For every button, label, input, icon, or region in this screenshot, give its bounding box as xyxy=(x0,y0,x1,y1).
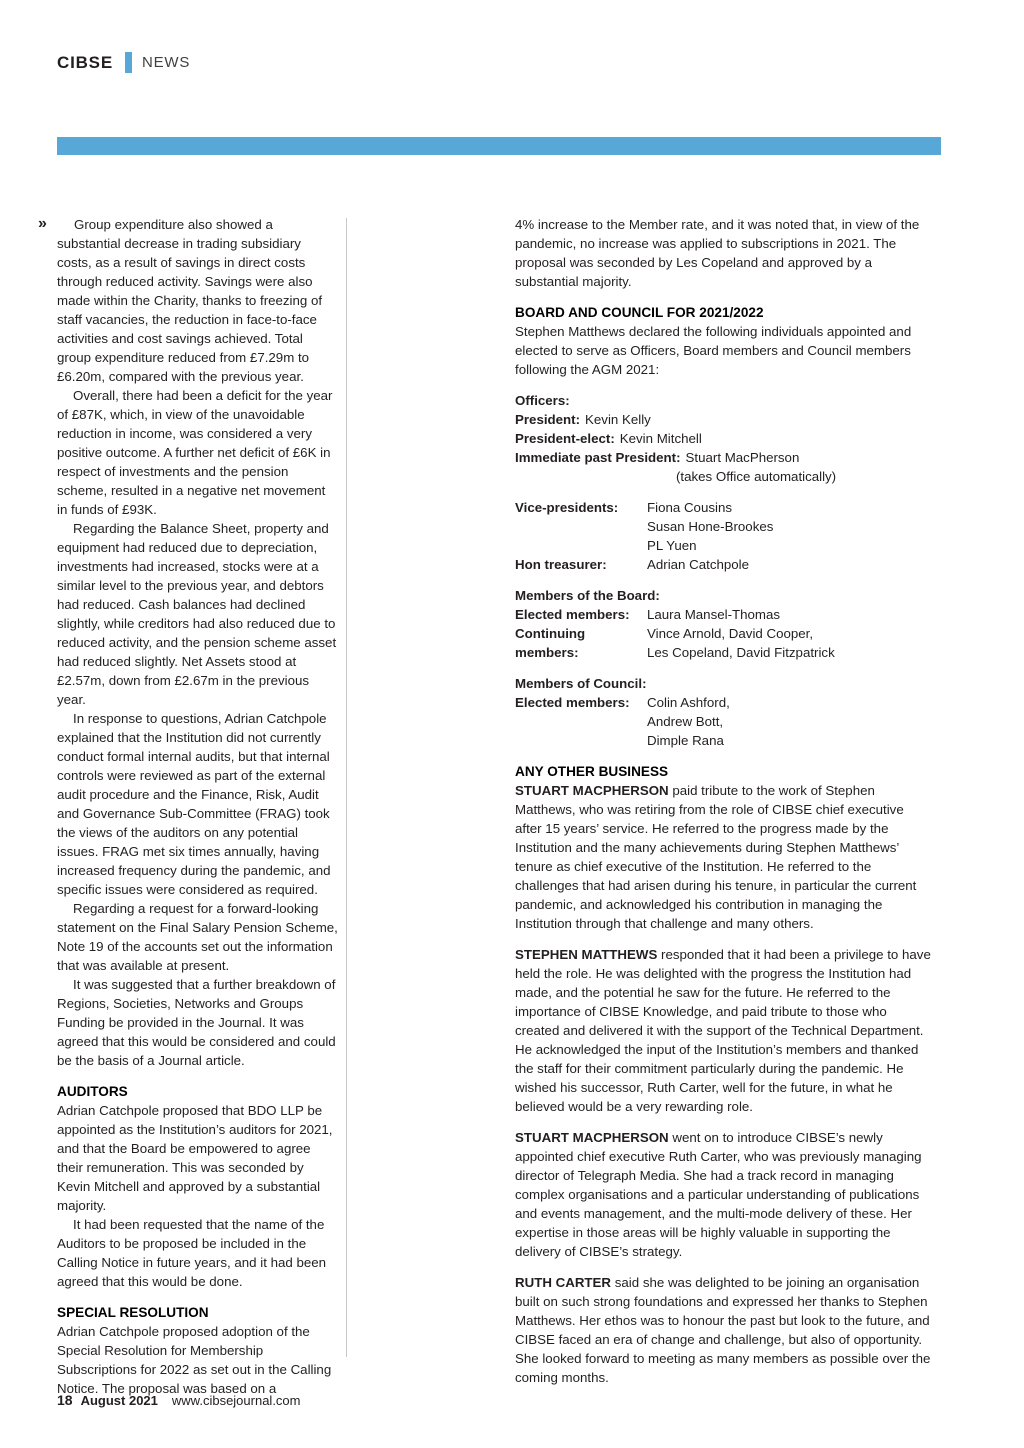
kv-value-line: Colin Ashford, xyxy=(647,695,730,710)
paragraph-text: Overall, there had been a deficit for the year of £87K, which, in view of the unavoidable reduction in income, was considered a very positive outcome. A further net deficit of £6K in respect of investments and the pension scheme, resulted in a negative net movement in funds of £93K. xyxy=(57,388,333,517)
kv-label: President-elect: xyxy=(515,431,615,446)
kv-value-line: Vince Arnold, David Cooper, xyxy=(647,626,814,641)
paragraph-lead: STUART MACPHERSON xyxy=(515,1130,669,1145)
paragraph-text: paid tribute to the work of Stephen Matthews, who was retiring from the role of CIBSE chief executive after 15 years’ service. He referred to the progress made by the Institution and the many achievements during Stephen Matthews’ tenure as chief executive of the Institution. He referred to the challenges that had arisen during his tenure, in particular the current pandemic, and acknowledged his contribution in managing the Institution through that challenge and many others. xyxy=(515,783,917,931)
kv-values xyxy=(647,555,933,574)
paragraph xyxy=(57,1215,338,1291)
sub-heading: Members of Council: xyxy=(515,676,647,691)
paragraph-text: Regarding the Balance Sheet, property and equipment had reduced due to depreciation, investments had increased, stocks were at a similar level to the previous year, and debtors had reduced. Cash balances had declined slightly, while creditors had also reduced due to reduced activity, and the pension scheme asset had reduced slightly. Net Assets stood at £2.57m, down from £2.67m in the previous year. xyxy=(57,521,337,707)
kv-value-line: Dimple Rana xyxy=(647,733,724,748)
kv-value: Stuart MacPherson xyxy=(685,450,800,465)
member-row xyxy=(515,693,933,750)
kv-values xyxy=(647,693,933,750)
paragraph xyxy=(515,322,933,379)
paragraph xyxy=(57,1101,338,1215)
paragraph-text: Adrian Catchpole proposed that BDO LLP be appointed as the Institution’s auditors for 2021, and that the Board be empowered to agree their remuneration. This was seconded by Kevin Mitchell and approved by a substantial majority. xyxy=(57,1103,333,1213)
paragraph-text: Group expenditure also showed a substantial decrease in trading subsidiary costs, as a result of savings in direct costs through reduced activity. Savings were also made within the Charity, thanks to freezing of staff vacancies, the reduction in face-to-face activities and cost savings achieved. Total group expenditure reduced from £7.29m to £6.20m, compared with the previous year. xyxy=(57,217,323,384)
kv-value: Kevin Mitchell xyxy=(619,431,702,446)
paragraph-text: responded that it had been a privilege to have held the role. He was delighted with the progress the Institution had made, and the potential he saw for the future. He referred to the importance of CIBSE Knowledge, and paid tribute to those who created and delivered it with the support of the Technical Department. He acknowledged the input of the Institution’s members and thanked the staff for their commitment particularly during the pandemic. He wished his successor, Ruth Carter, well for the future, in what he believed would be a very rewarding role. xyxy=(515,947,931,1114)
page-number: 18 xyxy=(57,1392,73,1408)
kv-value-line: Susan Hone-Brookes xyxy=(647,519,774,534)
column-divider xyxy=(346,218,347,1357)
paragraph xyxy=(38,215,338,386)
left-column xyxy=(38,215,338,1398)
brand-logo: CIBSE xyxy=(57,52,113,72)
kv-value-line: Fiona Cousins xyxy=(647,500,732,515)
paragraph xyxy=(515,945,933,1116)
kv-label: Elected members: xyxy=(515,607,630,622)
kv-label: Continuing members: xyxy=(515,626,586,660)
paragraph xyxy=(515,781,933,933)
section-title: NEWS xyxy=(141,54,191,71)
kv-value: Kevin Kelly xyxy=(585,412,651,427)
kv-label: Vice-presidents: xyxy=(515,500,619,515)
kv-label: Elected members: xyxy=(515,695,630,710)
section-heading: BOARD AND COUNCIL FOR 2021/2022 xyxy=(515,305,764,320)
member-row xyxy=(515,605,933,624)
paragraph-lead: STUART MACPHERSON xyxy=(515,783,669,798)
paragraph xyxy=(515,215,933,291)
paragraph-text: Regarding a request for a forward-looking statement on the Final Salary Pension Scheme, Note 19 of the accounts set out the information that was available at present. xyxy=(57,901,338,973)
paragraph xyxy=(57,709,338,899)
member-row xyxy=(515,555,933,574)
kv-label: President: xyxy=(515,412,581,427)
section-heading: AUDITORS xyxy=(57,1084,128,1099)
paragraph xyxy=(57,386,338,519)
right-column xyxy=(515,215,933,1387)
kv-values xyxy=(647,498,933,555)
kv-value-line: Les Copeland, David Fitzpatrick xyxy=(647,645,835,660)
paragraph-lead: RUTH CARTER xyxy=(515,1275,612,1290)
paragraph-lead: STEPHEN MATTHEWS xyxy=(515,947,658,962)
page-header xyxy=(57,52,190,73)
paragraph-text: It was suggested that a further breakdown of Regions, Societies, Networks and Groups Funding be provided in the Journal. It was agreed that this would be considered and could be the basis of a Journal article. xyxy=(57,977,336,1068)
paragraph xyxy=(57,519,338,709)
paragraph-text: Stephen Matthews declared the following individuals appointed and elected to serve as Officers, Board members and Council members following the AGM 2021: xyxy=(515,324,912,377)
officer-note: (takes Office automatically) xyxy=(676,469,837,484)
sub-heading: Officers: xyxy=(515,393,570,408)
page-footer xyxy=(57,1392,301,1408)
officer-row xyxy=(515,429,933,448)
officer-row xyxy=(515,410,933,429)
officer-row xyxy=(515,448,933,467)
kv-label: Immediate past President: xyxy=(515,450,681,465)
paragraph-text: said she was delighted to be joining an organisation built on such strong foundations and expressed her thanks to Stephen Matthews. Her ethos was to honour the past but look to the future, and CIBSE faced an era of change and challenge, but also of opportunity. She looked forward to meeting as many members as possible over the coming months. xyxy=(515,1275,931,1385)
kv-values xyxy=(647,605,933,624)
paragraph xyxy=(515,1273,933,1387)
continued-chevron-icon: » xyxy=(38,215,47,232)
kv-value-line: Andrew Bott, xyxy=(647,714,724,729)
kv-value-line: Adrian Catchpole xyxy=(647,557,750,572)
paragraph-text: In response to questions, Adrian Catchpole explained that the Institution did not currently conduct formal internal audits, but that internal controls were reviewed as part of the external audit procedure and the Finance, Risk, Audit and Governance Sub-Committee (FRAG) took the views of the auditors on any potential issues. FRAG met six times annually, having increased frequency during the pandemic, and specific issues were considered as required. xyxy=(57,711,331,897)
paragraph xyxy=(57,975,338,1070)
member-row xyxy=(515,624,933,662)
brand-bar-icon xyxy=(125,52,132,73)
section-heading: SPECIAL RESOLUTION xyxy=(57,1305,209,1320)
paragraph xyxy=(515,1128,933,1261)
website-url: www.cibsejournal.com xyxy=(171,1393,301,1408)
paragraph-text: 4% increase to the Member rate, and it was noted that, in view of the pandemic, no increase was applied to subscriptions in 2021. The proposal was seconded by Les Copeland and approved by a substantial majority. xyxy=(515,217,920,289)
kv-value-line: PL Yuen xyxy=(647,538,697,553)
paragraph-text: Adrian Catchpole proposed adoption of the Special Resolution for Membership Subscriptions for 2022 as set out in the Calling Notice. The proposal was based on a xyxy=(57,1324,332,1396)
kv-value-line: Laura Mansel-Thomas xyxy=(647,607,781,622)
section-color-band xyxy=(57,137,941,155)
paragraph xyxy=(57,899,338,975)
paragraph-text: It had been requested that the name of the Auditors to be proposed be included in the Calling Notice in future years, and it had been agreed that this would be done. xyxy=(57,1217,327,1289)
issue-date: August 2021 xyxy=(80,1393,158,1408)
sub-heading: Members of the Board: xyxy=(515,588,660,603)
kv-values xyxy=(647,624,933,662)
paragraph-text: went on to introduce CIBSE’s newly appointed chief executive Ruth Carter, who was previously managing director of Telegraph Media. She had a track record in managing complex organisations and a particular understanding of publications and events management, and the multi-mode delivery of these. Her expertise in those areas will be highly valuable in supporting the delivery of CIBSE’s strategy. xyxy=(515,1130,922,1259)
kv-label: Hon treasurer: xyxy=(515,557,607,572)
section-heading: ANY OTHER BUSINESS xyxy=(515,764,669,779)
paragraph xyxy=(57,1322,338,1398)
member-row xyxy=(515,498,933,555)
